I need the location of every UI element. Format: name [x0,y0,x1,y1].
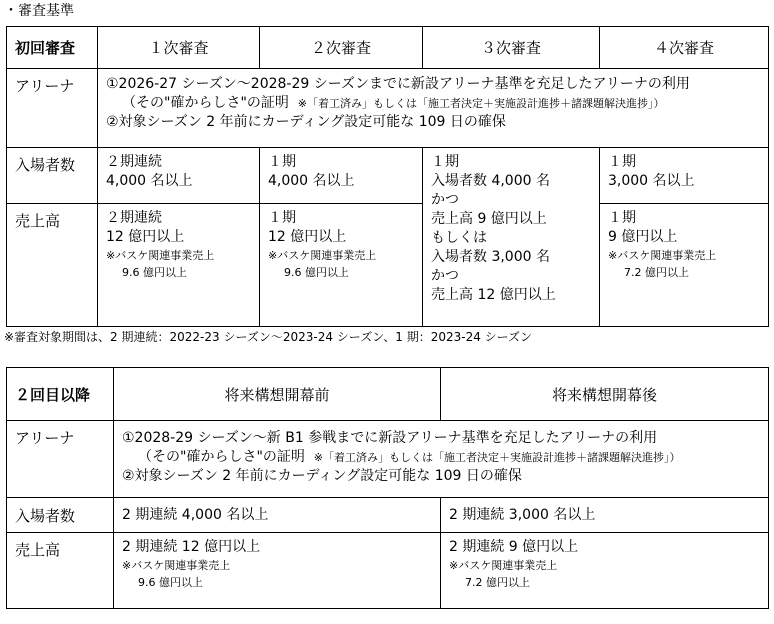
attendance-stage-2 [260,148,423,204]
table2-attendance-after: 2 期連続 3,000 名以上 [441,498,769,533]
table2-attendance-label: 入場者数 [7,498,114,533]
arena-proof-line [106,94,768,113]
sales-stage-2-note: ※バスケ関連事業売上 [268,249,377,262]
attendance-stage-2-period: １期 [268,154,296,170]
table2-sales-after [441,533,769,609]
table2-arena-row [7,421,769,498]
attendance-stage-1-value: 4,000 名以上 [106,173,193,189]
stage-3-line: 入場者数 4,000 名 [431,173,550,189]
attendance-stage-4 [600,148,769,204]
header-subsequent-review: ２回目以降 [7,368,114,421]
sales-stage-2-amount: 9.6 億円以上 [284,266,349,279]
attendance-stage-1-period: ２期連続 [106,154,162,170]
sales-stage-2-value: 12 億円以上 [268,229,347,245]
sales-stage-2-period: １期 [268,210,296,226]
header-stage-1: １次審査 [98,27,260,69]
stage-3-criteria [423,148,600,327]
attendance-label: 入場者数 [7,148,98,204]
arena-requirements [98,69,769,148]
sales-stage-4-period: １期 [608,210,636,226]
table-header-row [7,27,769,69]
stage-3-line: １期 [431,154,459,170]
sales-stage-2 [260,204,423,327]
stage-3-line: かつ [431,192,459,208]
table2-header-row [7,368,769,421]
section-title: ・審査基準 [4,3,74,19]
header-initial-review: 初回審査 [7,27,98,69]
sales-stage-1 [98,204,260,327]
sales-stage-1-note: ※バスケ関連事業売上 [106,249,215,262]
stage-3-line: もしくは [431,230,487,246]
arena-proof-note: ※「着工済み」もしくは「施工者決定＋実施設計進捗＋諸課題解決進捗」） [297,97,665,110]
header-stage-3: ３次審査 [423,27,600,69]
sales-stage-1-value: 12 億円以上 [106,229,185,245]
sales-stage-4 [600,204,769,327]
sales-stage-4-amount: 7.2 億円以上 [624,266,689,279]
sales-stage-1-period: ２期連続 [106,210,162,226]
attendance-stage-4-period: １期 [608,154,636,170]
stage-3-line: 売上高 12 億円以上 [431,287,556,303]
table2-sales-before-amount: 9.6 億円以上 [138,576,203,589]
header-after-launch: 将来構想開幕後 [441,368,769,421]
header-stage-2: ２次審査 [260,27,423,69]
table2-sales-before-value: 2 期連続 12 億円以上 [122,539,261,555]
header-before-launch: 将来構想開幕前 [114,368,441,421]
stage-3-line: かつ [431,268,459,284]
table2-sales-label: 売上高 [7,533,114,609]
sales-label: 売上高 [7,204,98,327]
arena-requirement-1: ①2026-27 シーズン～2028-29 シーズンまでに新設アリーナ基準を充足したアリーナの利用 [106,76,690,92]
sales-row [7,204,769,327]
review-period-footnote: ※審査対象期間は、2 期連続：2022-23 シーズン～2023-24 シーズン、1 期：2023-24 シーズン [4,330,533,344]
table2-arena-requirement-2: ②対象シーズン 2 年前にカーディング設定可能な 109 日の確保 [122,468,522,484]
table2-arena-label: アリーナ [7,421,114,498]
arena-requirement-2: ②対象シーズン 2 年前にカーディング設定可能な 109 日の確保 [106,114,506,130]
table2-sales-row [7,533,769,609]
attendance-stage-4-value: 3,000 名以上 [608,173,695,189]
table2-sales-after-amount: 7.2 億円以上 [465,576,530,589]
sales-stage-4-note: ※バスケ関連事業売上 [608,249,717,262]
table2-sales-after-value: 2 期連続 9 億円以上 [449,539,579,555]
table2-sales-after-note: ※バスケ関連事業売上 [449,559,558,572]
arena-label: アリーナ [7,69,98,148]
arena-proof-label: （その"確からしさ"の証明 [122,95,289,111]
subsequent-review-table [6,367,769,609]
table2-sales-before-note: ※バスケ関連事業売上 [122,559,231,572]
table2-arena-requirements [114,421,769,498]
sales-stage-4-value: 9 億円以上 [608,229,678,245]
table2-attendance-row [7,498,769,533]
table2-arena-proof-line [122,448,768,467]
attendance-stage-2-value: 4,000 名以上 [268,173,355,189]
table2-attendance-before: 2 期連続 4,000 名以上 [114,498,441,533]
stage-3-line: 売上高 9 億円以上 [431,211,547,227]
table2-arena-requirement-1: ①2028-29 シーズン～新 B1 参戦までに新設アリーナ基準を充足したアリーナの利用 [122,430,658,446]
table2-sales-before [114,533,441,609]
arena-row [7,69,769,148]
attendance-row [7,148,769,204]
table2-arena-proof-note: ※「着工済み」もしくは「施工者決定＋実施設計進捗＋諸課題解決進捗」） [313,451,681,464]
attendance-stage-1 [98,148,260,204]
stage-3-line: 入場者数 3,000 名 [431,249,550,265]
table2-arena-proof-label: （その"確からしさ"の証明 [138,449,305,465]
initial-review-table [6,26,769,327]
header-stage-4: ４次審査 [600,27,769,69]
sales-stage-1-amount: 9.6 億円以上 [122,266,187,279]
